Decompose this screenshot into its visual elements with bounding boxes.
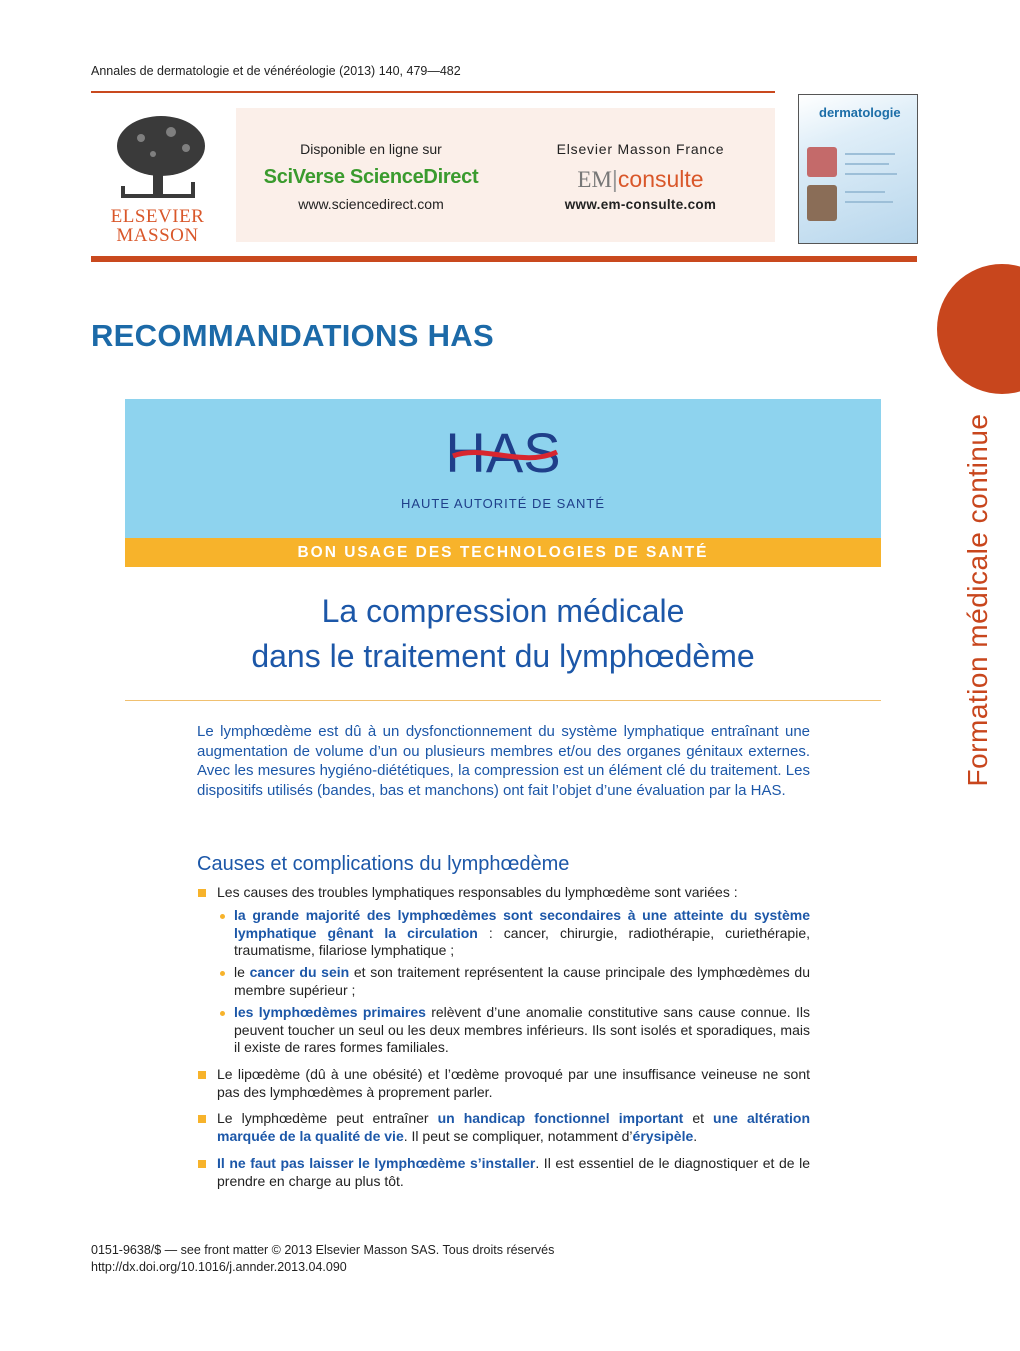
cover-image-2 bbox=[807, 185, 837, 221]
cover-image-1 bbox=[807, 147, 837, 177]
b3-mid: et bbox=[683, 1110, 714, 1126]
cover-line bbox=[845, 153, 895, 155]
bullet-square bbox=[198, 1071, 206, 1079]
elsevier-word: ELSEVIER bbox=[110, 206, 205, 227]
sciencedirect-logo: SciVerse ScienceDirect bbox=[263, 166, 479, 188]
has-logo bbox=[125, 422, 881, 487]
em-mark: EM bbox=[577, 167, 612, 192]
has-logo-mark bbox=[433, 422, 573, 482]
article-title-line1: La compression médicale bbox=[321, 593, 685, 629]
footer-copyright: 0151-9638/$ — see front matter © 2013 Elsevier Masson SAS. Tous droits réservés bbox=[91, 1243, 555, 1257]
consulte-mark: consulte bbox=[617, 166, 704, 192]
bullet-square bbox=[198, 889, 206, 897]
side-tab-circle bbox=[937, 264, 1020, 394]
causes-bullet-1: Les causes des troubles lymphatiques responsables du lymphœdème sont variées : bbox=[217, 884, 738, 900]
emconsulte-logo: EM|consulte bbox=[577, 166, 704, 192]
intro-paragraph: Le lymphœdème est dû à un dysfonctionnement du système lymphatique entraînant une augmentation de volume d’un ou plusieurs membres et/ou des organes génitaux externes. Avec les mesures hygiéno-diététiques, la compression est un élément clé du traitement. Les dispositifs utilisés (bandes, bas et manchons) ont fait l’objet d’une évaluation par la HAS. bbox=[197, 723, 810, 799]
sd-available-label: Disponible en ligne sur bbox=[300, 141, 442, 157]
b4-highlight: Il ne faut pas laisser le lymphœdème s’installer bbox=[217, 1155, 536, 1171]
em-publisher: Elsevier Masson France bbox=[556, 141, 725, 157]
bullet-dot bbox=[220, 971, 225, 976]
causes-heading: Causes et complications du lymphœdème bbox=[197, 853, 570, 875]
emconsulte-link[interactable]: www.em-consulte.com bbox=[564, 197, 717, 212]
section-title: RECOMMANDATIONS HAS bbox=[91, 318, 494, 353]
b3-highlight-3: érysipèle bbox=[632, 1127, 694, 1144]
cover-line bbox=[845, 191, 885, 193]
causes-bullet-4 bbox=[217, 1155, 810, 1190]
sub1-rest: : cancer, chirurgie, radiothérapie, curiethérapie, traumatisme, filariose lymphatique ; bbox=[234, 924, 811, 958]
bullet-square bbox=[198, 1115, 206, 1123]
footer-doi[interactable]: http://dx.doi.org/10.1016/j.annder.2013.04.090 bbox=[91, 1260, 347, 1274]
has-subtitle: HAUTE AUTORITÉ DE SANTÉ bbox=[400, 496, 606, 511]
sub3-highlight: les lymphœdèmes primaires bbox=[234, 1004, 426, 1020]
header-rule bbox=[91, 91, 775, 93]
b3-highlight-1: un handicap fonctionnel important bbox=[437, 1110, 684, 1126]
bullet-square bbox=[198, 1160, 206, 1168]
sub1-highlight: la grande majorité des lymphœdèmes sont secondaires à une atteinte du système lymphatique gênant la circulation bbox=[234, 907, 810, 941]
sub2-highlight: cancer du sein bbox=[249, 964, 350, 980]
cover-line bbox=[845, 201, 893, 203]
b3-pre: Le lymphœdème peut entraîner bbox=[217, 1110, 438, 1126]
bullet-dot bbox=[220, 914, 225, 919]
sciencedirect-link[interactable]: www.sciencedirect.com bbox=[298, 196, 444, 212]
causes-bullet-3 bbox=[217, 1110, 810, 1145]
bullet-dot bbox=[220, 1011, 225, 1016]
sub2-rest: et son traitement représentent la cause principale des lymphœdèmes du membre supérieur ; bbox=[234, 964, 810, 998]
cover-line bbox=[845, 173, 897, 175]
causes-sub-2 bbox=[234, 964, 810, 999]
b4-rest: . Il est essentiel de le diagnostiquer et de le prendre en charge au plus tôt. bbox=[217, 1155, 810, 1189]
article-title-line2: dans le traitement du lymphœdème bbox=[251, 638, 755, 674]
sub2-pre: le bbox=[234, 964, 250, 980]
causes-sub-1 bbox=[234, 907, 810, 960]
title-rule bbox=[125, 700, 881, 701]
journal-cover[interactable] bbox=[798, 94, 918, 244]
b3-end: . bbox=[693, 1127, 698, 1144]
causes-bullet-2: Le lipœdème (dû à une obésité) et l’œdème provoqué par une insuffisance veineuse ne sont pas des lymphœdèmes à proprement parler. bbox=[217, 1066, 810, 1100]
cover-line bbox=[845, 163, 889, 165]
cover-title: dermatologie bbox=[819, 105, 901, 120]
sub3-rest: relèvent d’une anomalie constitutive sans cause connue. Ils peuvent toucher un seul ou les deux membres inférieurs. Ils sont isolés et sporadiques, mais il existe de rares formes familiales. bbox=[234, 1004, 810, 1055]
b3-highlight-2: une altération marquée de la qualité de vie bbox=[217, 1110, 810, 1144]
journal-reference: Annales de dermatologie et de vénéréologie (2013) 140, 479—482 bbox=[91, 64, 461, 78]
header-thick-rule bbox=[91, 256, 917, 262]
side-section-label: Formation médicale continue bbox=[962, 413, 993, 787]
has-logo-text: HAS bbox=[445, 422, 561, 482]
causes-sub-3 bbox=[234, 1004, 810, 1057]
b3-mid2: . Il peut se compliquer, notamment d’ bbox=[403, 1127, 633, 1144]
masson-word: MASSON bbox=[116, 225, 199, 246]
category-label: BON USAGE DES TECHNOLOGIES DE SANTÉ bbox=[297, 544, 709, 561]
